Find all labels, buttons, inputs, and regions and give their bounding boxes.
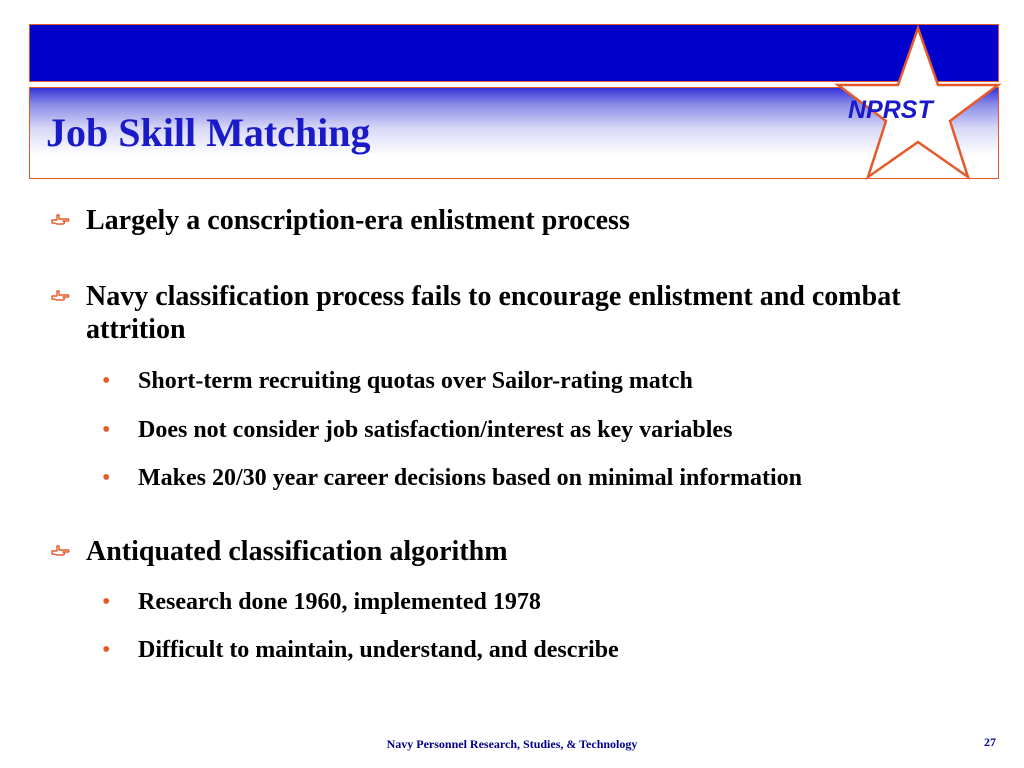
nprst-logo-text: NPRST [848,96,933,124]
pointing-hand-icon [50,539,70,559]
bullet-text: Largely a conscription-era enlistment process [86,205,630,236]
pointing-hand-icon [50,208,70,228]
bullet-dot: • [102,465,111,491]
bullet-dot: • [102,417,111,443]
sub-bullet-text: Does not consider job satisfaction/interest as key variables [138,417,733,443]
bullet-dot: • [102,368,111,394]
sub-bullet-text: Difficult to maintain, understand, and describe [138,637,619,663]
bullet-text: Navy classification process fails to encourage enlistment and combat attrition [86,281,901,345]
page-number: 27 [984,735,996,749]
sub-bullet-text: Short-term recruiting quotas over Sailor-rating match [138,368,693,394]
bullet-dot: • [102,589,111,615]
slide-title: Job Skill Matching [46,110,371,155]
bullet-text: Antiquated classification algorithm [86,536,508,567]
sub-bullet-text: Makes 20/30 year career decisions based on minimal information [138,465,802,491]
pointing-hand-icon [50,284,70,304]
sub-bullet-text: Research done 1960, implemented 1978 [138,589,541,615]
footer-organization: Navy Personnel Research, Studies, & Technology [386,737,638,751]
bullet-dot: • [102,637,111,663]
